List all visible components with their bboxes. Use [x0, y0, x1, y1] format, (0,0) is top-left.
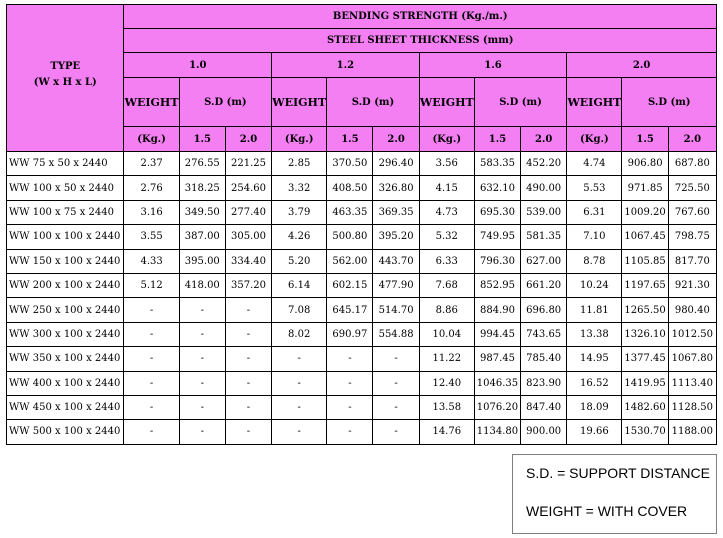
strength-cell: 1377.45	[622, 347, 668, 371]
thickness-header: 1.0	[124, 53, 272, 78]
strength-cell: 749.95	[474, 225, 520, 249]
strength-cell: 1482.60	[622, 395, 668, 419]
strength-cell: 695.30	[474, 200, 520, 224]
strength-cell: 1046.35	[474, 371, 520, 395]
weight-cell: 12.40	[419, 371, 474, 395]
strength-cell: 602.15	[327, 273, 373, 297]
strength-cell: -	[327, 395, 373, 419]
legend-box	[512, 454, 717, 534]
strength-cell: -	[373, 420, 419, 444]
strength-cell: 1105.85	[622, 249, 668, 273]
strength-cell: 823.90	[521, 371, 567, 395]
strength-cell: 254.60	[225, 176, 271, 200]
strength-cell: -	[179, 322, 225, 346]
strength-cell: 349.50	[179, 200, 225, 224]
weight-unit-header: (Kg.)	[567, 127, 622, 152]
strength-cell: 443.70	[373, 249, 419, 273]
weight-cell: 5.20	[272, 249, 327, 273]
weight-unit-header: (Kg.)	[272, 127, 327, 152]
type-cell: WW 450 x 100 x 2440	[7, 395, 124, 419]
sd-value-header: 2.0	[225, 127, 271, 152]
weight-cell: 4.26	[272, 225, 327, 249]
strength-cell: 562.00	[327, 249, 373, 273]
type-cell: WW 100 x 75 x 2440	[7, 200, 124, 224]
weight-cell: 11.22	[419, 347, 474, 371]
sd-value-header: 1.5	[327, 127, 373, 152]
strength-cell: 743.65	[521, 322, 567, 346]
table-row	[7, 225, 717, 249]
strength-cell: -	[179, 298, 225, 322]
weight-cell: 4.74	[567, 152, 622, 176]
type-cell: WW 400 x 100 x 2440	[7, 371, 124, 395]
strength-cell: 994.45	[474, 322, 520, 346]
weight-cell: 3.16	[124, 200, 179, 224]
strength-cell: -	[225, 420, 271, 444]
strength-cell: 884.90	[474, 298, 520, 322]
strength-cell: 395.20	[373, 225, 419, 249]
strength-cell: -	[327, 420, 373, 444]
weight-unit-header: (Kg.)	[419, 127, 474, 152]
table-row	[7, 273, 717, 297]
type-label: TYPE	[50, 61, 81, 72]
strength-cell: 477.90	[373, 273, 419, 297]
weight-cell: 5.53	[567, 176, 622, 200]
weight-cell: 8.78	[567, 249, 622, 273]
weight-cell: 13.38	[567, 322, 622, 346]
strength-cell: -	[327, 347, 373, 371]
strength-cell: 900.00	[521, 420, 567, 444]
weight-cell: -	[124, 420, 179, 444]
table-row	[7, 249, 717, 273]
strength-cell: 725.50	[668, 176, 716, 200]
weight-cell: 7.08	[272, 298, 327, 322]
sd-value-header: 2.0	[668, 127, 716, 152]
strength-cell: 921.30	[668, 273, 716, 297]
strength-cell: 277.40	[225, 200, 271, 224]
legend-weight: WEIGHT = WITH COVER	[526, 503, 688, 519]
weight-header: WEIGHT	[567, 78, 622, 127]
weight-cell: 18.09	[567, 395, 622, 419]
sd-value-header: 2.0	[373, 127, 419, 152]
strength-cell: 387.00	[179, 225, 225, 249]
strength-cell: 583.35	[474, 152, 520, 176]
strength-cell: 980.40	[668, 298, 716, 322]
weight-cell: 3.55	[124, 225, 179, 249]
sd-value-header: 2.0	[521, 127, 567, 152]
strength-cell: 987.45	[474, 347, 520, 371]
weight-cell: -	[124, 298, 179, 322]
strength-cell: -	[225, 347, 271, 371]
strength-cell: -	[179, 347, 225, 371]
strength-cell: 1113.40	[668, 371, 716, 395]
sd-value-header: 1.5	[474, 127, 520, 152]
support-distance-header: S.D (m)	[327, 78, 419, 127]
weight-cell: -	[124, 322, 179, 346]
strength-cell: -	[225, 371, 271, 395]
type-header	[7, 5, 124, 152]
strength-cell: -	[373, 371, 419, 395]
strength-cell: 395.00	[179, 249, 225, 273]
support-distance-header: S.D (m)	[179, 78, 271, 127]
type-cell: WW 250 x 100 x 2440	[7, 298, 124, 322]
table-row	[7, 200, 717, 224]
type-dimensions-label: (W x H x L)	[33, 77, 97, 88]
table-row	[7, 347, 717, 371]
weight-cell: -	[272, 420, 327, 444]
strength-cell: 500.80	[327, 225, 373, 249]
table-body	[7, 152, 717, 445]
strength-cell: 370.50	[327, 152, 373, 176]
strength-cell: -	[327, 371, 373, 395]
type-cell: WW 350 x 100 x 2440	[7, 347, 124, 371]
weight-cell: -	[124, 347, 179, 371]
weight-header: WEIGHT	[419, 78, 474, 127]
support-distance-header: S.D (m)	[622, 78, 717, 127]
weight-cell: 5.32	[419, 225, 474, 249]
weight-cell: 14.76	[419, 420, 474, 444]
strength-cell: 687.80	[668, 152, 716, 176]
support-distance-header: S.D (m)	[474, 78, 566, 127]
strength-cell: 971.85	[622, 176, 668, 200]
type-cell: WW 300 x 100 x 2440	[7, 322, 124, 346]
strength-cell: 1188.00	[668, 420, 716, 444]
weight-cell: -	[272, 347, 327, 371]
weight-cell: -	[124, 371, 179, 395]
strength-cell: -	[373, 395, 419, 419]
strength-cell: -	[179, 420, 225, 444]
thickness-header: 2.0	[567, 53, 717, 78]
strength-cell: 1009.20	[622, 200, 668, 224]
table-row	[7, 322, 717, 346]
type-cell: WW 200 x 100 x 2440	[7, 273, 124, 297]
strength-cell: 296.40	[373, 152, 419, 176]
weight-cell: 14.95	[567, 347, 622, 371]
thickness-header: 1.2	[272, 53, 420, 78]
weight-header: WEIGHT	[124, 78, 179, 127]
weight-cell: 2.37	[124, 152, 179, 176]
strength-cell: 1067.45	[622, 225, 668, 249]
sd-value-header: 1.5	[179, 127, 225, 152]
table-row	[7, 298, 717, 322]
weight-cell: 16.52	[567, 371, 622, 395]
weight-cell: -	[272, 371, 327, 395]
strength-cell: 696.80	[521, 298, 567, 322]
weight-header: WEIGHT	[272, 78, 327, 127]
weight-cell: 2.76	[124, 176, 179, 200]
table-row	[7, 420, 717, 444]
strength-cell: -	[225, 298, 271, 322]
strength-cell: 785.40	[521, 347, 567, 371]
type-cell: WW 500 x 100 x 2440	[7, 420, 124, 444]
strength-cell: 318.25	[179, 176, 225, 200]
strength-cell: 767.60	[668, 200, 716, 224]
weight-cell: 6.31	[567, 200, 622, 224]
weight-cell: 5.12	[124, 273, 179, 297]
weight-cell: 3.32	[272, 176, 327, 200]
strength-cell: 490.00	[521, 176, 567, 200]
strength-cell: 334.40	[225, 249, 271, 273]
weight-cell: 10.24	[567, 273, 622, 297]
strength-cell: 1067.80	[668, 347, 716, 371]
strength-cell: -	[179, 371, 225, 395]
strength-cell: 798.75	[668, 225, 716, 249]
weight-cell: 4.15	[419, 176, 474, 200]
weight-cell: 8.86	[419, 298, 474, 322]
strength-cell: -	[225, 395, 271, 419]
strength-cell: 1134.80	[474, 420, 520, 444]
strength-cell: 627.00	[521, 249, 567, 273]
strength-cell: 581.35	[521, 225, 567, 249]
strength-cell: 1076.20	[474, 395, 520, 419]
strength-cell: 369.35	[373, 200, 419, 224]
weight-cell: 3.79	[272, 200, 327, 224]
strength-cell: 906.80	[622, 152, 668, 176]
strength-cell: 276.55	[179, 152, 225, 176]
strength-cell: 817.70	[668, 249, 716, 273]
strength-cell: 847.40	[521, 395, 567, 419]
strength-cell: 645.17	[327, 298, 373, 322]
weight-cell: 6.33	[419, 249, 474, 273]
weight-cell: 7.68	[419, 273, 474, 297]
weight-cell: 3.56	[419, 152, 474, 176]
strength-cell: 632.10	[474, 176, 520, 200]
strength-cell: 463.35	[327, 200, 373, 224]
strength-cell: 408.50	[327, 176, 373, 200]
weight-cell: 11.81	[567, 298, 622, 322]
type-cell: WW 100 x 100 x 2440	[7, 225, 124, 249]
weight-cell: -	[124, 395, 179, 419]
legend-support-distance: S.D. = SUPPORT DISTANCE	[526, 465, 710, 481]
strength-cell: 1530.70	[622, 420, 668, 444]
strength-cell: 1326.10	[622, 322, 668, 346]
strength-cell: 690.97	[327, 322, 373, 346]
table-row	[7, 371, 717, 395]
strength-cell: 1128.50	[668, 395, 716, 419]
weight-cell: 4.33	[124, 249, 179, 273]
sd-value-header: 1.5	[622, 127, 668, 152]
strength-cell: 452.20	[521, 152, 567, 176]
weight-cell: 4.73	[419, 200, 474, 224]
bending-strength-table	[6, 4, 717, 445]
strength-cell: 326.80	[373, 176, 419, 200]
strength-cell: 418.00	[179, 273, 225, 297]
strength-cell: 305.00	[225, 225, 271, 249]
strength-cell: 1197.65	[622, 273, 668, 297]
table-row	[7, 152, 717, 176]
weight-cell: 13.58	[419, 395, 474, 419]
weight-cell: 8.02	[272, 322, 327, 346]
weight-cell: 19.66	[567, 420, 622, 444]
weight-cell: 7.10	[567, 225, 622, 249]
strength-cell: 1265.50	[622, 298, 668, 322]
type-cell: WW 150 x 100 x 2440	[7, 249, 124, 273]
type-cell: WW 100 x 50 x 2440	[7, 176, 124, 200]
weight-cell: 6.14	[272, 273, 327, 297]
strength-cell: -	[225, 322, 271, 346]
strength-cell: 1012.50	[668, 322, 716, 346]
strength-cell: 221.25	[225, 152, 271, 176]
strength-cell: 539.00	[521, 200, 567, 224]
bending-strength-header: BENDING STRENGTH (Kg./m.)	[124, 5, 717, 29]
type-cell: WW 75 x 50 x 2440	[7, 152, 124, 176]
table-row	[7, 395, 717, 419]
strength-cell: 357.20	[225, 273, 271, 297]
table-row	[7, 176, 717, 200]
strength-cell: 852.95	[474, 273, 520, 297]
weight-unit-header: (Kg.)	[124, 127, 179, 152]
weight-cell: 2.85	[272, 152, 327, 176]
strength-cell: 1419.95	[622, 371, 668, 395]
strength-cell: -	[373, 347, 419, 371]
strength-cell: 514.70	[373, 298, 419, 322]
thickness-header: 1.6	[419, 53, 567, 78]
sheet-thickness-header: STEEL SHEET THICKNESS (mm)	[124, 29, 717, 53]
weight-cell: -	[272, 395, 327, 419]
strength-cell: -	[179, 395, 225, 419]
strength-cell: 661.20	[521, 273, 567, 297]
strength-cell: 796.30	[474, 249, 520, 273]
strength-cell: 554.88	[373, 322, 419, 346]
weight-cell: 10.04	[419, 322, 474, 346]
